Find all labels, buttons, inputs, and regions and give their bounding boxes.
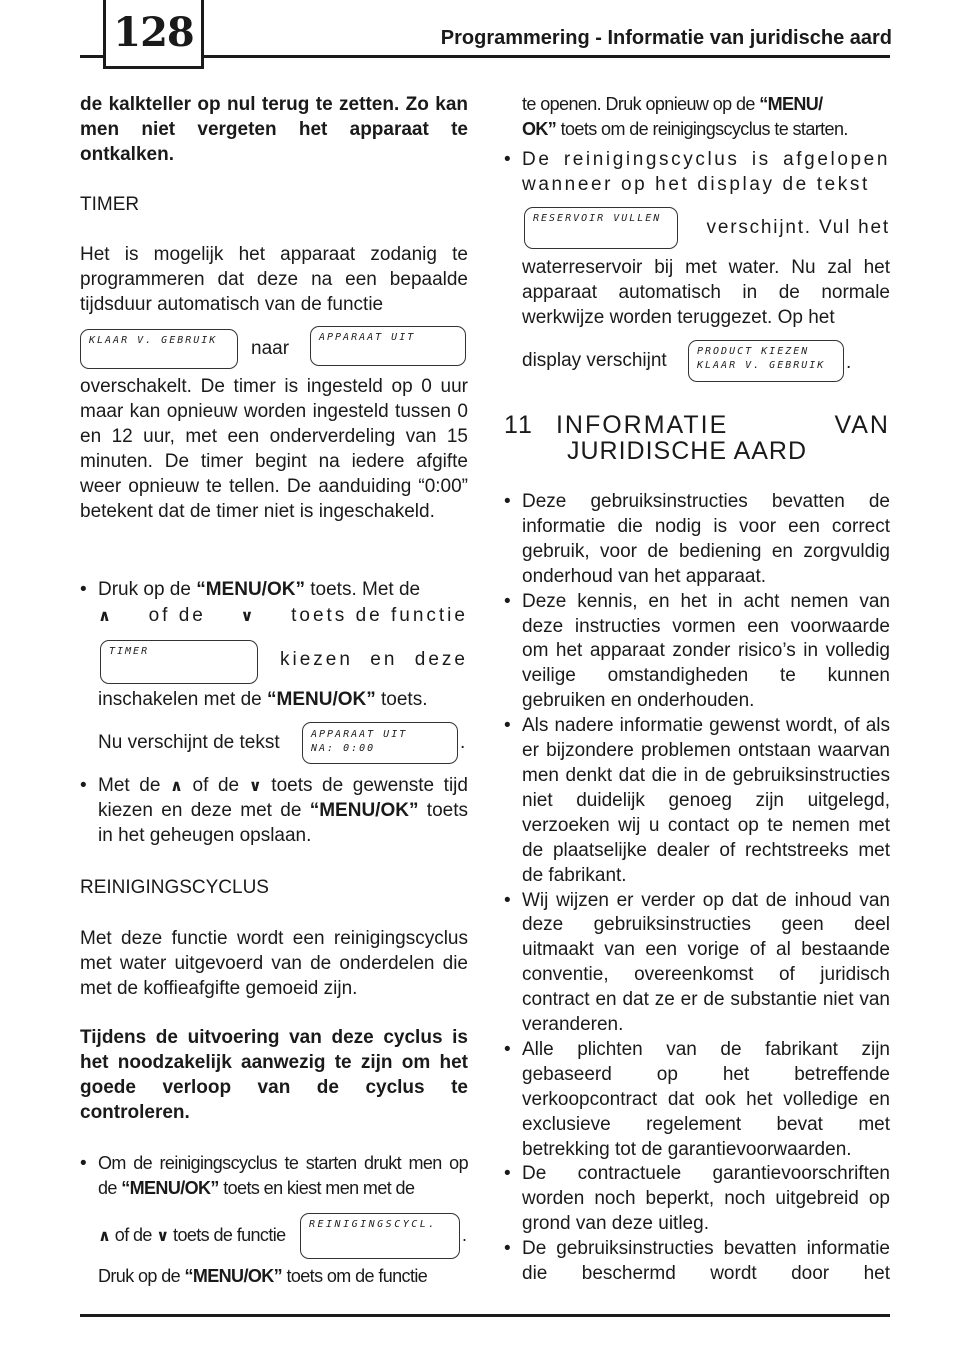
text: toets. Met de: [304, 579, 421, 600]
bullet: •: [80, 775, 87, 796]
text: toets.: [375, 689, 428, 710]
lcd-reinigingscycl: REINIGINGSCYCL.: [300, 1213, 460, 1259]
bullet: •: [504, 1238, 511, 1260]
reservoir-lcd-row: [522, 207, 890, 251]
text: inschakelen met de: [98, 689, 267, 710]
waterreservoir-text: waterreservoir bij met water. Nu zal het apparaat automatisch in de normale werkwijze worden teruggezet. Op het: [522, 257, 890, 328]
period: .: [460, 732, 466, 753]
menu-ok-label: “MENU/OK”: [309, 800, 419, 821]
menu-ok-label: “MENU/OK”: [121, 1178, 219, 1198]
page-number-box: [103, 0, 204, 69]
reinigingscyclus-heading: REINIGINGSCYCLUS: [80, 877, 269, 898]
section-title-word2: VAN: [834, 411, 890, 439]
legal-bullet-item: [504, 1237, 890, 1287]
timer-heading: TIMER: [80, 194, 140, 215]
left-column: [80, 92, 468, 167]
text: Deze kennis, en het in acht nemen van deze instructies vormen een voorwaarde om het apparaat zonder risico’s in volledig veilige omstandigheden te kunnen gebruiken en onderhouden.: [522, 590, 890, 712]
timer-intro: Het is mogelijk het apparaat zodanig te programmeren dat deze na een bepaalde tijdsduur automatisch van de functie: [80, 244, 468, 315]
timer-heading-wrap: [80, 192, 468, 217]
right-continuation: [504, 92, 890, 142]
rein-bold-wrap: [80, 1025, 468, 1125]
text: te openen. Druk opnieuw op de: [522, 94, 760, 114]
rein-warning: Tijdens de uitvoering van deze cyclus is het noodzakelijk aanwezig te zijn om het goede verloop van de cyclus te controleren.: [80, 1027, 468, 1123]
text: toets om de functie: [282, 1266, 428, 1286]
legal-bullet-list: [504, 490, 890, 1287]
footer-rule: [80, 1314, 890, 1317]
period: .: [462, 1225, 467, 1245]
text: De gebruiksinstructies bevatten informatie die beschermd wordt door het: [522, 1238, 890, 1285]
legal-bullet-item: [504, 1038, 890, 1163]
period: .: [846, 352, 852, 373]
up-arrow-icon: ∧: [169, 776, 183, 795]
bullet: •: [80, 579, 87, 600]
section-number: 11: [504, 411, 534, 439]
rein-arrows-text: [98, 1225, 286, 1246]
verschijnt-text: verschijnt. Vul het: [706, 217, 890, 238]
header-title: Programmering - Informatie van juridische aard: [440, 27, 892, 49]
legal-bullet-item: [504, 889, 890, 1038]
rein-intro-wrap: [80, 926, 468, 1001]
lcd-klaar-v-gebruik: KLAAR V. GEBRUIK: [80, 329, 238, 369]
menu-ok-label: “MENU/OK”: [184, 1266, 283, 1286]
timer-rest-wrap: [80, 374, 468, 524]
down-arrow-icon: ∨: [248, 776, 262, 795]
timer-bullet-1-cont: [80, 687, 468, 712]
kalkteller-paragraph: de kalkteller op nul terug te zetten. Zo kan men niet vergeten het apparaat te ontkalken.: [80, 94, 468, 165]
timer-bullet-2: [80, 773, 468, 848]
legal-bullet-item: [504, 1162, 890, 1237]
text: Wij wijzen er verder op dat de inhoud van deze gebruiksinstructies geen deel uitmaakt van een vorige of al bestaande conventie, overeenkomst of juridisch contract en dat ze er de substantie niet van veranderen.: [522, 889, 890, 1036]
display-verschijnt-text: display verschijnt: [522, 350, 667, 371]
text: Als nadere informatie gewenst wordt, of als er bijzondere problemen ontstaan waarvan men denkt dat die in de gebruiksinstructies niet duidelijk genoeg zijn uitgelegd, verzoeken wij u contact op te nemen met de plaatselijke dealer of rechtstreeks met de fabrikant.: [522, 715, 890, 886]
text: toets om de reinigingscyclus te starten.: [556, 119, 848, 139]
legal-bullet-item: [504, 590, 890, 715]
text: De contractuele garantievoorschriften worden noch beperkt, noch uitgebreid op grond van deze uitleg.: [522, 1163, 890, 1235]
bullet: •: [504, 1163, 511, 1185]
up-arrow-icon: ∧: [98, 1226, 111, 1245]
legal-bullet-item: [504, 714, 890, 888]
lcd-product-kiezen: PRODUCT KIEZEN KLAAR V. GEBRUIK: [688, 340, 844, 382]
rein-bullet-cont: [80, 1264, 468, 1289]
right-bullet-afgelopen-cont: [504, 255, 890, 330]
down-arrow-icon: ∨: [156, 1226, 169, 1245]
text: toets in het geheugen opslaan.: [98, 800, 468, 846]
product-lcd-row: [522, 340, 890, 384]
menu-ok-label: “MENU/OK”: [267, 689, 376, 710]
legal-bullet-item: [504, 490, 890, 590]
text: toets en kiest men met de: [218, 1178, 415, 1198]
lcd-apparaat-uit: APPARAAT UIT: [310, 326, 466, 366]
page-number: 128: [113, 9, 194, 56]
text: Druk op de: [98, 1266, 185, 1286]
text: of de: [148, 605, 206, 626]
text: toets de functie: [168, 1225, 286, 1245]
rein-heading-wrap: [80, 875, 468, 900]
section-title-word1: INFORMATIE: [555, 411, 729, 439]
nu-verschijnt-row: [98, 722, 468, 766]
text: Deze gebruiksinstructies bevatten de informatie die nodig is voor een correct gebruik, voor de bediening en zorgvuldig onderhoud van het apparaat.: [522, 491, 890, 587]
bullet: •: [504, 590, 511, 612]
rein-lcd-row: [98, 1213, 468, 1259]
nu-verschijnt-text: Nu verschijnt de tekst: [98, 732, 280, 753]
down-arrow-icon: ∨: [240, 606, 257, 625]
lcd-reservoir-vullen: RESERVOIR VULLEN: [524, 207, 678, 249]
bullet: •: [504, 889, 511, 911]
text: De reinigingscyclus is afgelopen wanneer op het display de tekst: [522, 149, 890, 195]
kiezen-text: kiezen en deze: [280, 649, 468, 670]
rein-bullet: [80, 1151, 468, 1201]
bullet: •: [504, 149, 511, 170]
timer-bullet-1: [80, 577, 468, 628]
bullet: •: [80, 1153, 87, 1174]
text: toets de functie: [291, 605, 468, 626]
menu-ok-label: “MENU/: [759, 94, 823, 114]
text: Alle plichten van de fabrikant zijn gebaseerd op het betreffende verkoopcontract dat ook het volledige en exclusieve regelement bevat met betrekking tot de garantievoorwaarden.: [522, 1038, 890, 1160]
text: Om de reinigingscyclus te starten drukt men op de: [98, 1153, 468, 1198]
bullet: •: [504, 715, 511, 737]
section-title-line2: JURIDISCHE AARD: [567, 437, 808, 465]
lcd-apparaat-uit-na: APPARAAT UIT NA: 0:00: [302, 722, 458, 764]
text: Druk op de: [98, 579, 197, 600]
section-heading: [504, 412, 890, 464]
timer-intro-wrap: [80, 242, 468, 317]
rein-intro: Met deze functie wordt een reinigingscyclus met water uitgevoerd van de onderdelen die met de koffieafgifte gemoeid zijn.: [80, 928, 468, 999]
bullet: •: [504, 1038, 511, 1060]
timer-rest: overschakelt. De timer is ingesteld op 0 uur maar kan opnieuw worden ingesteld tussen 0 en 12 uur, met een onderverdeling van 15 minuten. De timer begint na iedere afgifte weer opnieuw te tellen. De aanduiding “0:00” betekent dat de timer niet is ingeschakeld.: [80, 376, 468, 522]
text: of de: [182, 775, 249, 796]
menu-ok-label: OK”: [522, 119, 557, 139]
lcd-timer: TIMER: [100, 640, 258, 684]
timer-lcd-row: [80, 329, 468, 373]
up-arrow-icon: ∧: [98, 606, 114, 625]
timer-lcd-row-2: [98, 640, 468, 684]
text: Met de: [98, 775, 170, 796]
menu-ok-label: “MENU/OK”: [196, 579, 305, 600]
text: of de: [110, 1225, 157, 1245]
text: toets de gewenste tijd kiezen en deze met de: [98, 775, 468, 821]
right-bullet-afgelopen: [504, 147, 890, 197]
bullet: •: [504, 491, 511, 512]
naar-text: naar: [251, 338, 290, 359]
